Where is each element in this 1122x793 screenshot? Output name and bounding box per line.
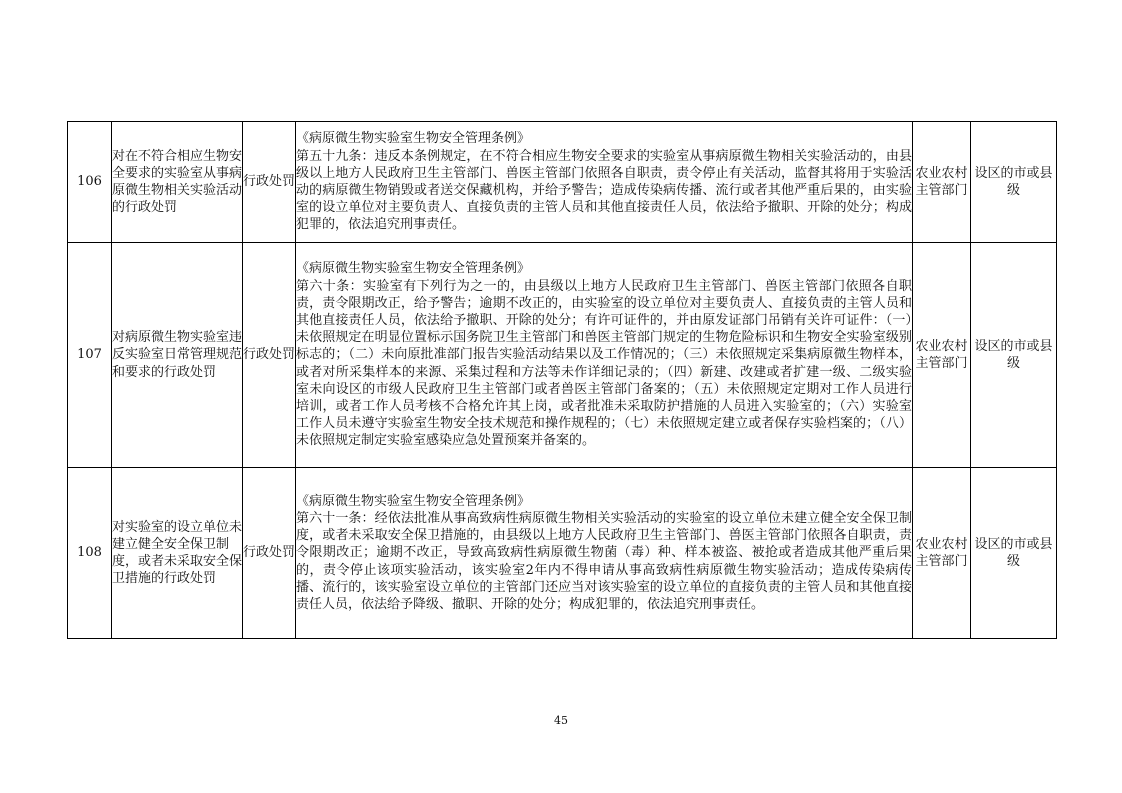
penalty-table: [67, 121, 1057, 639]
row-number: 108: [68, 468, 112, 639]
table-row: [68, 122, 1057, 243]
item-name: 对病原微生物实验室违反实验室日常管理规范和要求的行政处罚: [112, 243, 243, 468]
responsible-department: 农业农村主管部门: [913, 122, 971, 243]
row-number: 106: [68, 122, 112, 243]
legal-basis: [296, 468, 913, 639]
responsible-department: 农业农村主管部门: [913, 468, 971, 639]
regulation-title: 《病原微生物实验室生物安全管理条例》: [296, 261, 531, 277]
item-type: 行政处罚: [243, 122, 296, 243]
item-type: 行政处罚: [243, 468, 296, 639]
table-row: [68, 243, 1057, 468]
article-text: 第五十九条：违反本条例规定，在不符合相应生物安全要求的实验室从事病原微生物相关实验活动的，由县级以上地方人民政府卫生主管部门、兽医主管部门依照各自职责，责令停止有关活动，监督其将用于实验活动的病原微生物销毁或者送交保藏机构，并给予警告；造成传染病传播、流行或者其他严重后果的，由实验室的设立单位对主要负责人、直接负责的主管人员和其他直接责任人员，依法给予撤职、开除的处分；构成犯罪的，依法追究刑事责任。: [296, 148, 912, 233]
legal-basis: [296, 122, 913, 243]
regulation-title: 《病原微生物实验室生物安全管理条例》: [296, 493, 531, 509]
item-name: 对实验室的设立单位未建立健全安全保卫制度，或者未采取安全保卫措施的行政处罚: [112, 468, 243, 639]
enforcement-level: 设区的市或县级: [971, 243, 1057, 468]
enforcement-level: 设区的市或县级: [971, 468, 1057, 639]
responsible-department: 农业农村主管部门: [913, 243, 971, 468]
table-row: [68, 468, 1057, 639]
item-type: 行政处罚: [243, 243, 296, 468]
page-number: 45: [554, 714, 568, 727]
regulation-title: 《病原微生物实验室生物安全管理条例》: [296, 131, 531, 147]
item-name: 对在不符合相应生物安全要求的实验室从事病原微生物相关实验活动的行政处罚: [112, 122, 243, 243]
legal-basis: [296, 243, 913, 468]
row-number: 107: [68, 243, 112, 468]
article-text: 第六十条：实验室有下列行为之一的，由县级以上地方人民政府卫生主管部门、兽医主管部门依照各自职责，责令限期改正，给予警告；逾期不改正的，由实验室的设立单位对主要负责人、直接负责的主管人员和其他直接责任人员，依法给予撤职、开除的处分；有许可证件的，并由原发证部门吊销有关许可证件：（一）未依照规定在明显位置标示国务院卫生主管部门和兽医主管部门规定的生物危险标识和生物安全实验室级别标志的；（二）未向原批准部门报告实验活动结果以及工作情况的；（三）未依照规定采集病原微生物样本，或者对所采集样本的来源、采集过程和方法等未作详细记录的；（四）新建、改建或者扩建一级、二级实验室未向设区的市级人民政府卫生主管部门或者兽医主管部门备案的；（五）未依照规定定期对工作人员进行培训，或者工作人员考核不合格允许其上岗，或者批准未采取防护措施的人员进入实验室的；（六）实验室工作人员未遵守实验室生物安全技术规范和操作规程的；（七）未依照规定建立或者保存实验档案的；（八）未依照规定制定实验室感染应急处置预案并备案的。: [296, 278, 912, 449]
article-text: 第六十一条：经依法批准从事高致病性病原微生物相关实验活动的实验室的设立单位未建立健全安全保卫制度，或者未采取安全保卫措施的，由县级以上地方人民政府卫生主管部门、兽医主管部门依照各自职责，责令限期改正；逾期不改正，导致高致病性病原微生物菌（毒）种、样本被盗、被抢或者造成其他严重后果的，责令停止该项实验活动，该实验室2年内不得申请从事高致病性病原微生物实验活动；造成传染病传播、流行的，该实验室设立单位的主管部门还应当对该实验室的设立单位的直接负责的主管人员和其他直接责任人员，依法给予降级、撤职、开除的处分；构成犯罪的，依法追究刑事责任。: [296, 510, 912, 612]
enforcement-level: 设区的市或县级: [971, 122, 1057, 243]
